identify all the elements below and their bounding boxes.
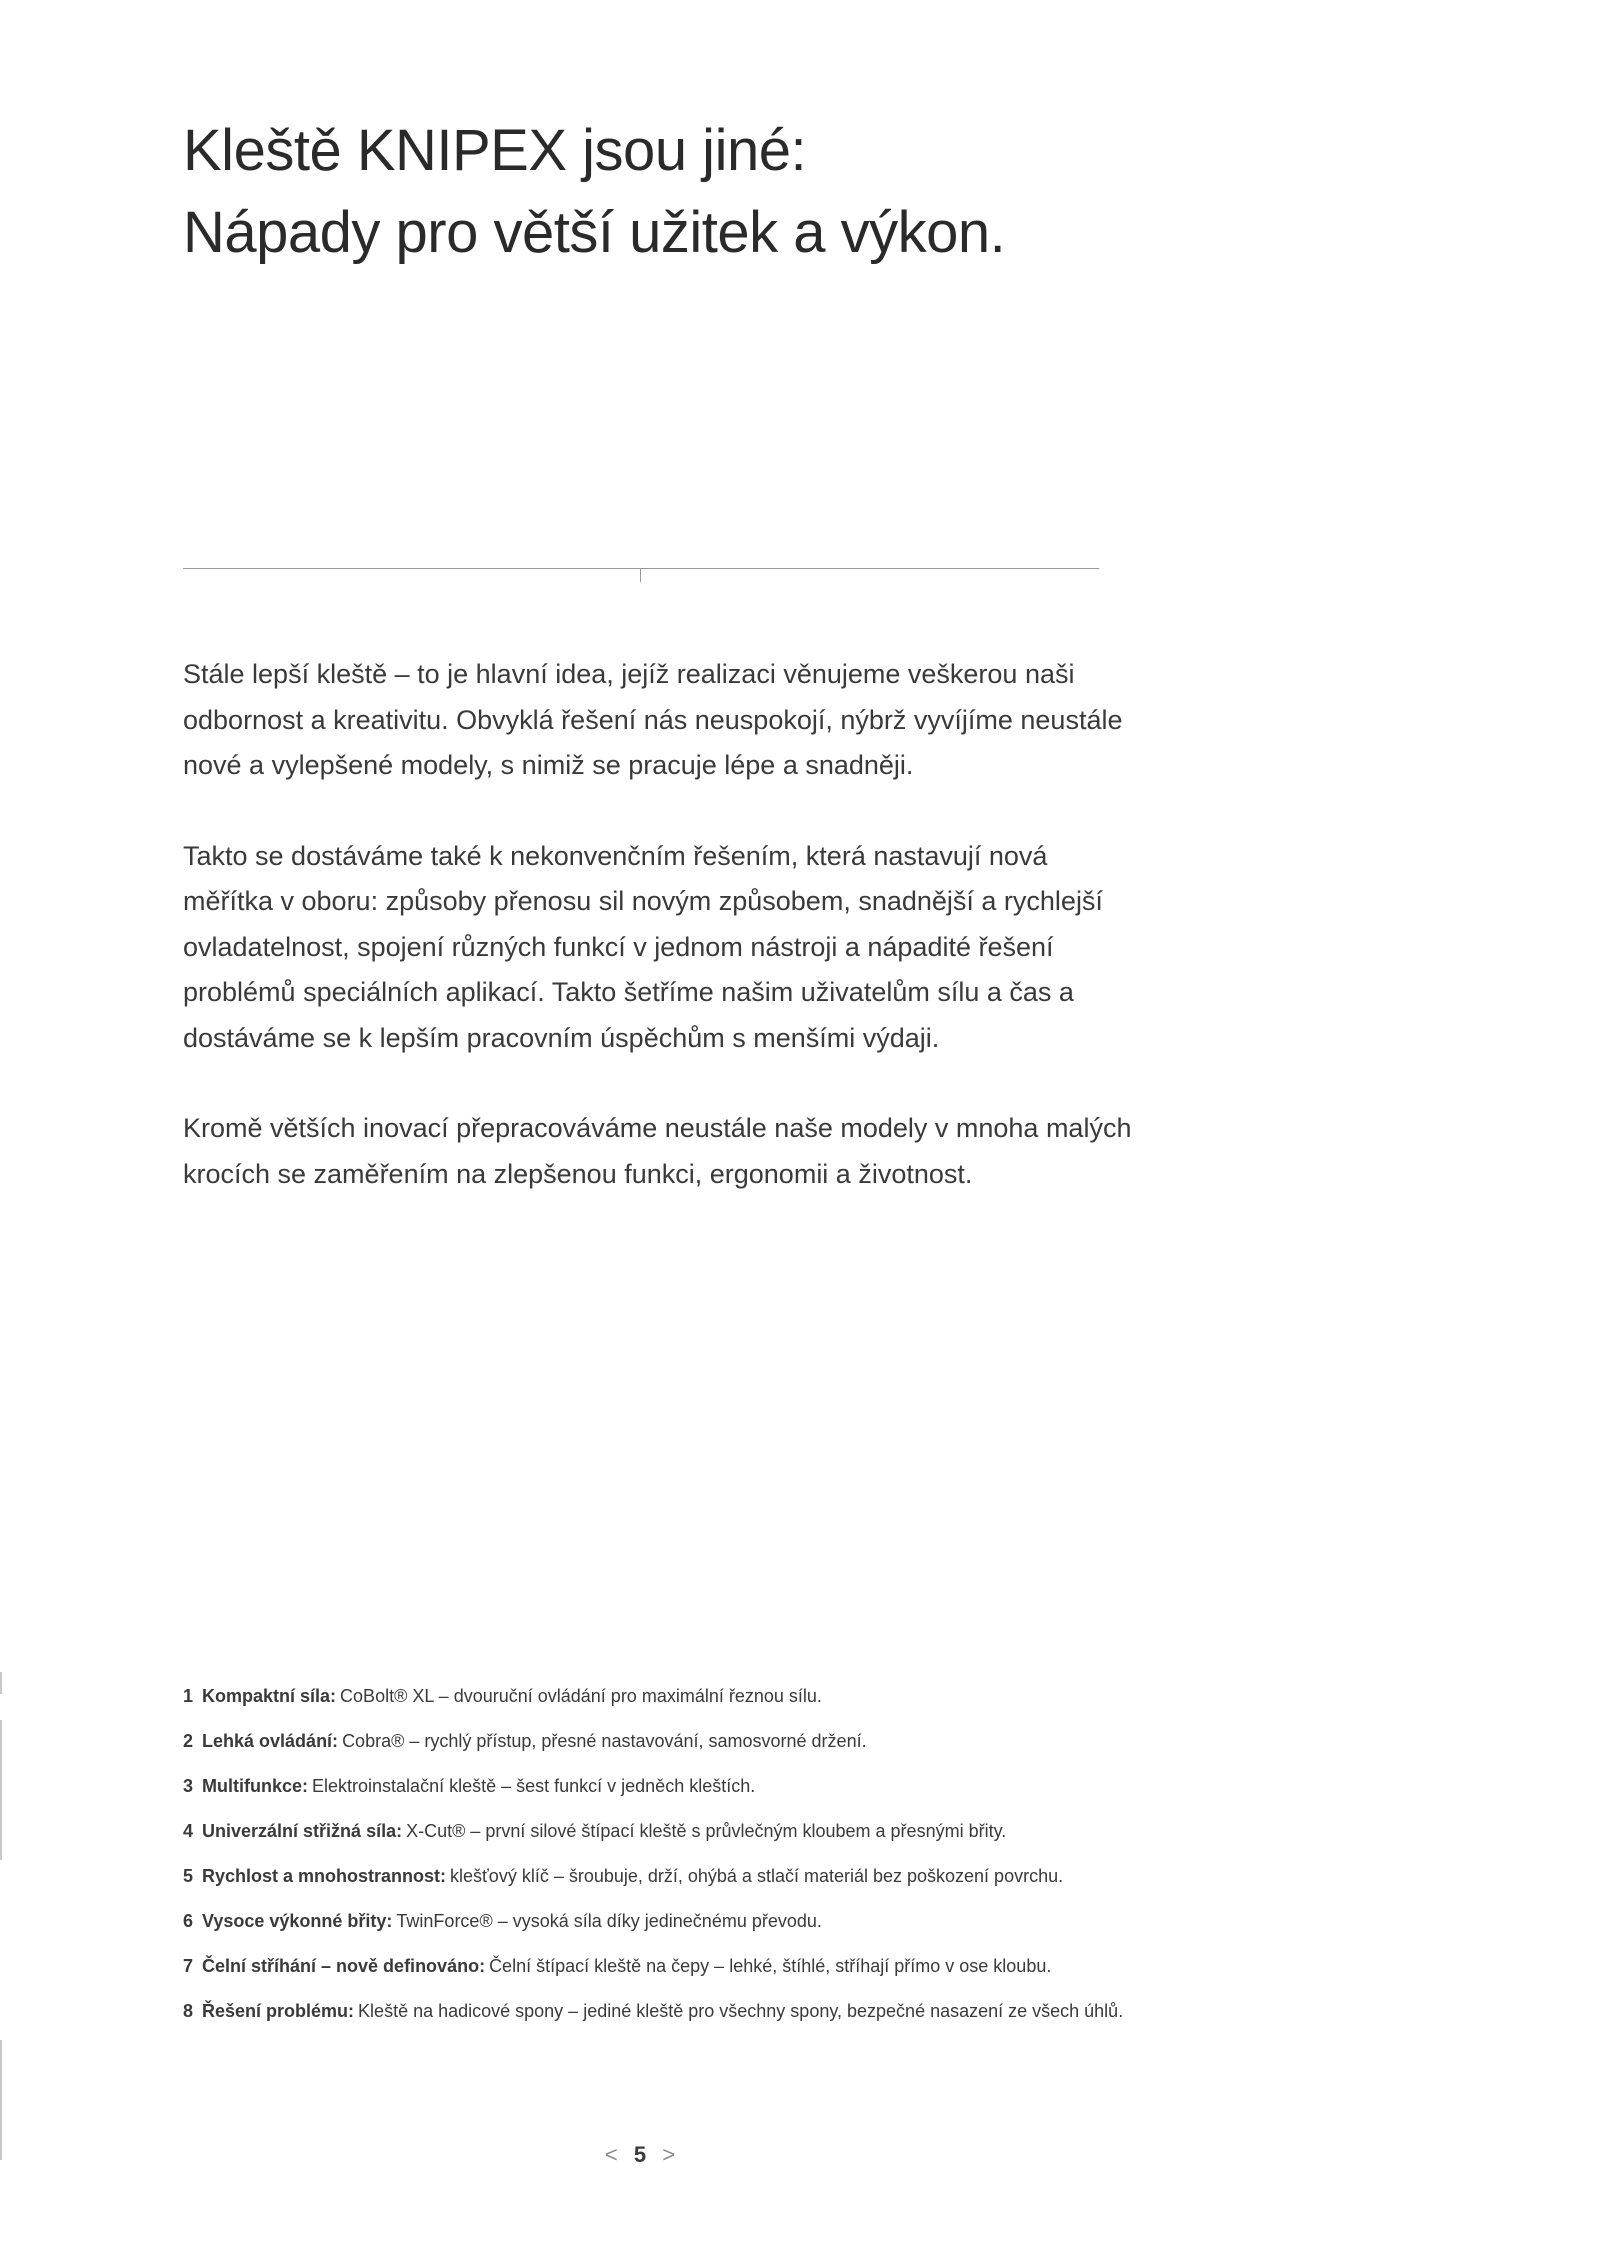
feature-number: 4 <box>183 1821 194 1841</box>
feature-number: 8 <box>183 2001 194 2021</box>
feature-item-2 <box>183 1719 1233 1764</box>
feature-label: Vysoce výkonné břity: <box>202 1911 393 1931</box>
feature-label: Kompaktní síla: <box>202 1686 337 1706</box>
feature-label: Multifunkce: <box>202 1776 309 1796</box>
feature-item-4 <box>183 1809 1233 1854</box>
feature-item-5 <box>183 1854 1233 1899</box>
feature-number: 7 <box>183 1956 194 1976</box>
previous-page-arrow-icon[interactable]: < <box>604 2142 618 2167</box>
intro-paragraph-1: Stále lepší kleště – to je hlavní idea, jejíž realizaci věnujeme veškerou naši odbornost a kreativitu. Obvyklá řešení nás neuspokojí, nýbrž vyvíjíme neustále nové a vylepšené modely, s nimiž se pracuje lépe a snadněji. <box>183 659 1123 780</box>
next-page-arrow-icon[interactable]: > <box>662 2142 676 2167</box>
feature-label: Univerzální střižná síla: <box>202 1821 403 1841</box>
feature-item-3 <box>183 1764 1233 1809</box>
feature-text: Kleště na hadicové spony – jediné kleště pro všechny spony, bezpečné nasazení ze všech úhlů. <box>358 2001 1124 2021</box>
title-line-2: Nápady pro větší užitek a výkon. <box>183 200 1006 265</box>
intro-paragraph-3: Kromě větších inovací přepracováváme neustále naše modely v mnoha malých krocích se zaměřením na zlepšenou funkci, ergonomii a životnost. <box>183 1113 1132 1189</box>
feature-list <box>183 1674 1233 2034</box>
page-number: 5 <box>633 2142 647 2167</box>
feature-number: 5 <box>183 1866 194 1886</box>
feature-text: klešťový klíč – šroubuje, drží, ohýbá a stlačí materiál bez poškození povrchu. <box>450 1866 1064 1886</box>
feature-number: 3 <box>183 1776 194 1796</box>
feature-item-8 <box>183 1989 1233 2034</box>
scan-edge-mark <box>0 1672 2 1694</box>
feature-text: Elektroinstalační kleště – šest funkcí v jedněch kleštích. <box>312 1776 756 1796</box>
feature-number: 2 <box>183 1731 194 1751</box>
feature-number: 6 <box>183 1911 194 1931</box>
intro-text <box>183 652 1143 1242</box>
feature-label: Čelní stříhání – nově definováno: <box>202 1956 486 1976</box>
feature-text: Cobra® – rychlý přístup, přesné nastavování, samosvorné držení. <box>342 1731 867 1751</box>
feature-number: 1 <box>183 1686 194 1706</box>
feature-text: CoBolt® XL – dvouruční ovládání pro maximální řeznou sílu. <box>340 1686 822 1706</box>
feature-item-6 <box>183 1899 1233 1944</box>
page-title <box>183 110 1005 274</box>
scan-edge-mark <box>0 2040 2 2160</box>
title-line-1: Kleště KNIPEX jsou jiné: <box>183 118 807 183</box>
feature-label: Lehká ovládání: <box>202 1731 339 1751</box>
feature-text: TwinForce® – vysoká síla díky jedinečnému převodu. <box>396 1911 822 1931</box>
feature-label: Rychlost a mnohostrannost: <box>202 1866 447 1886</box>
page-navigation <box>0 2142 1280 2168</box>
feature-label: Řešení problému: <box>202 2001 355 2021</box>
scan-edge-mark <box>0 1720 2 1860</box>
feature-text: Čelní štípací kleště na čepy – lehké, štíhlé, stříhají přímo v ose kloubu. <box>489 1956 1052 1976</box>
feature-item-1 <box>183 1674 1233 1719</box>
feature-text: X-Cut® – první silové štípací kleště s průvlečným kloubem a přesnými břity. <box>406 1821 1007 1841</box>
intro-paragraph-2: Takto se dostáváme také k nekonvenčním řešením, která nastavují nová měřítka v oboru: způsoby přenosu sil novým způsobem, snadnější a rychlejší ovladatelnost, spojení různých funkcí v jednom nástroji a nápadité řešení problémů speciálních aplikací. Takto šetříme našim uživatelům sílu a čas a dostáváme se k lepším pracovním úspěchům s menšími výdaji. <box>183 840 1103 1053</box>
feature-item-7 <box>183 1944 1233 1989</box>
section-divider <box>183 568 1099 569</box>
divider-tick-mark <box>640 568 641 582</box>
